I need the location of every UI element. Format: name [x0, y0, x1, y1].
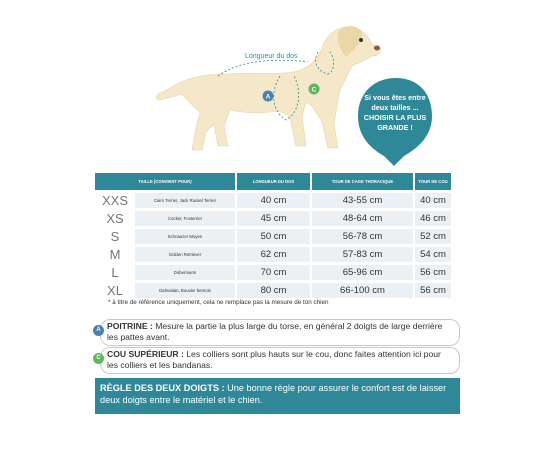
dog-nose	[374, 46, 380, 51]
chest-cell: 43-55 cm	[311, 192, 414, 210]
size-cell: M	[95, 246, 135, 264]
back-length-cell: 80 cm	[236, 282, 311, 299]
neck-cell: 56 cm	[414, 264, 452, 282]
chest-badge: A	[93, 325, 104, 336]
marker-a-label: A	[265, 93, 271, 101]
header-back-length: LONGUEUR DU DOS	[236, 173, 311, 192]
back-length-cell: 50 cm	[236, 228, 311, 246]
chest-cell: 56-78 cm	[311, 228, 414, 246]
breed-cell: Dalmatian, Bouvier bernois	[135, 282, 236, 299]
breed-cell: Cocker, Foxterrier	[135, 210, 236, 228]
table-row	[95, 282, 452, 299]
neck-cell: 40 cm	[414, 192, 452, 210]
size-cell: L	[95, 264, 135, 282]
chest-info-box	[100, 319, 460, 346]
dog-eye	[359, 38, 363, 42]
breed-cell: Dobermann	[135, 264, 236, 282]
neck-cell: 52 cm	[414, 228, 452, 246]
chest-cell: 66-100 cm	[311, 282, 414, 299]
back-length-label: Longueur du dos	[245, 53, 298, 60]
back-length-cell: 62 cm	[236, 246, 311, 264]
size-cell: XXS	[95, 192, 135, 210]
back-length-cell: 40 cm	[236, 192, 311, 210]
table-row	[95, 210, 452, 228]
dog-silhouette	[156, 27, 380, 150]
chest-cell: 48-64 cm	[311, 210, 414, 228]
size-cell: XL	[95, 282, 135, 299]
table-row	[95, 246, 452, 264]
neck-cell: 46 cm	[414, 210, 452, 228]
neck-badge: C	[93, 353, 104, 364]
two-finger-rule-box	[95, 378, 460, 414]
marker-c-label: C	[311, 86, 317, 94]
chest-cell: 57-83 cm	[311, 246, 414, 264]
rule-text: Une bonne règle pour assurer le confort est de laisser deux doigts entre le matériel et le chien.	[100, 383, 447, 405]
breed-cell: Schnauzer Moyen	[135, 228, 236, 246]
header-size-breed: TAILLE (CONVIENT POUR)	[95, 173, 236, 192]
breed-cell: Golden Retriever	[135, 246, 236, 264]
chest-info-text: Mesure la partie la plus large du torse, en général 2 doigts de large derrière les pattes avant.	[107, 321, 443, 342]
advice-bubble-text: Si vous êtes entre deux tailles ... CHOISIR LA PLUS GRANDE !	[363, 93, 427, 132]
header-neck: TOUR DE COU	[414, 173, 452, 192]
back-length-cell: 45 cm	[236, 210, 311, 228]
neck-info-text: Les colliers sont plus hauts sur le cou, donc faites attention ici pour les colliers et les bandanas.	[107, 349, 441, 370]
neck-cell: 56 cm	[414, 282, 452, 299]
size-cell: S	[95, 228, 135, 246]
reference-footnote: * à titre de référence uniquement, cela ne remplace pas la mesure de ton chien	[108, 299, 329, 306]
back-length-cell: 70 cm	[236, 264, 311, 282]
rule-key: RÈGLE DES DEUX DOIGTS :	[100, 383, 225, 393]
dog-illustration	[0, 0, 555, 170]
table-row	[95, 264, 452, 282]
chest-cell: 65-96 cm	[311, 264, 414, 282]
size-table-header	[95, 173, 452, 192]
table-row	[95, 192, 452, 210]
size-table	[95, 173, 453, 298]
neck-info-box	[100, 347, 460, 374]
header-chest: TOUR DE CAGE THORACIQUE	[311, 173, 414, 192]
chest-info-key: POITRINE :	[107, 321, 153, 331]
table-row	[95, 228, 452, 246]
breed-cell: Cairn Terrier, Jack Russel Terrier	[135, 192, 236, 210]
size-cell: XS	[95, 210, 135, 228]
neck-info-key: COU SUPÉRIEUR :	[107, 349, 184, 359]
neck-cell: 54 cm	[414, 246, 452, 264]
